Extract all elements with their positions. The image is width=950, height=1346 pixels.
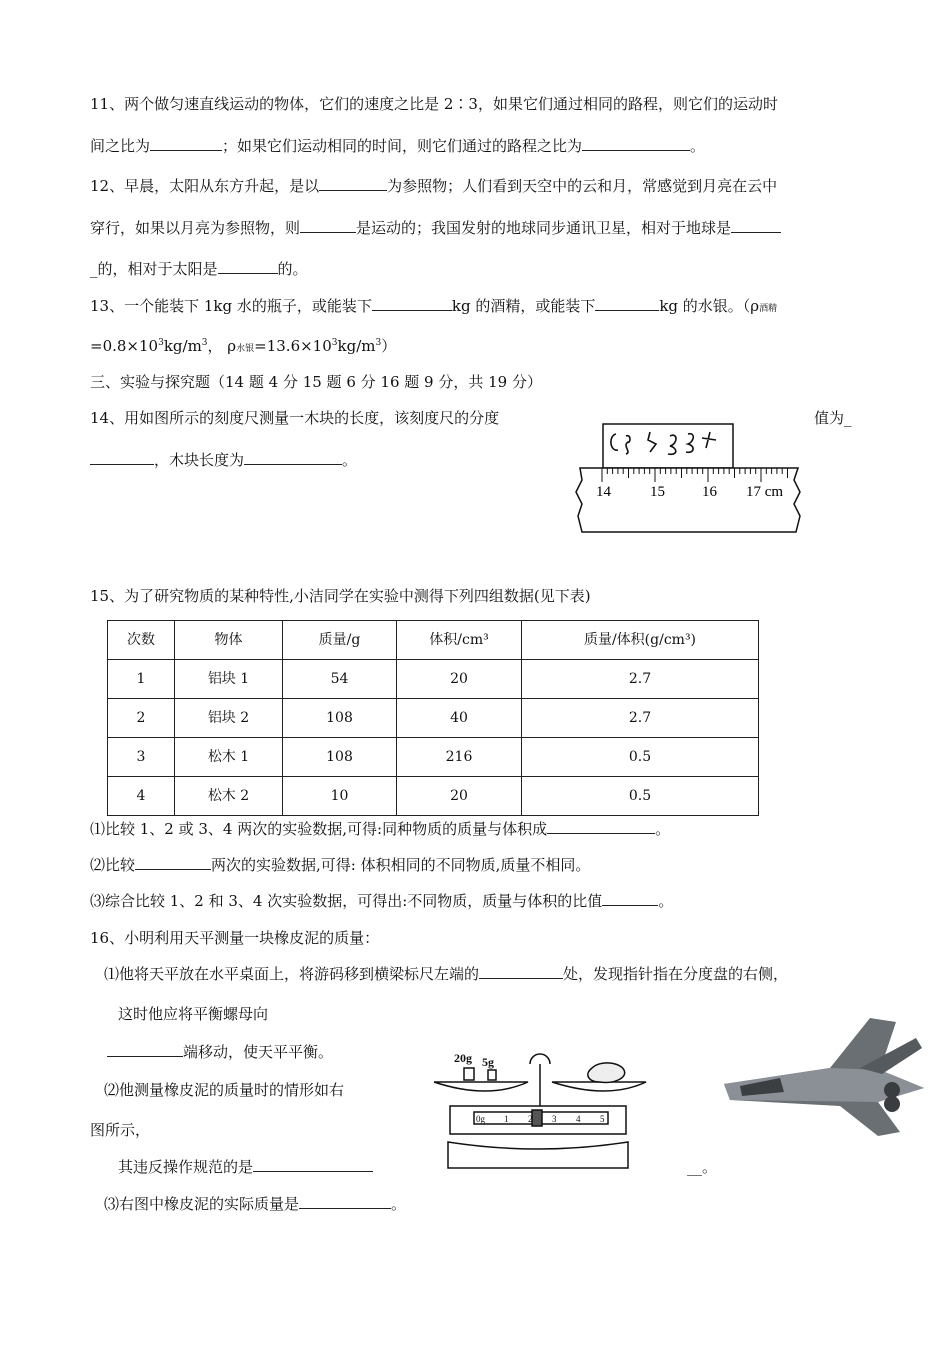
- q13-line2: [90, 336, 396, 359]
- scale-tick-0g: 0g: [476, 1114, 485, 1124]
- q12-text-a: 12、早晨，太阳从东方升起，是以: [90, 177, 320, 195]
- weight-label-20g: 20g: [454, 1051, 472, 1065]
- q15-p3-text: ⑶综合比较 1、2 和 3、4 次实验数据，可得出:不同物质，质量与体积的比值: [90, 892, 603, 910]
- q11-text-a: 间之比为: [90, 137, 151, 155]
- q12-text-d: 是运动的；我国发射的地球同步通讯卫星，相对于地球是: [356, 219, 732, 237]
- q12-line2: [90, 218, 781, 238]
- weight-5g: [488, 1070, 496, 1080]
- q16-part2-line2: 图所示，: [90, 1121, 151, 1139]
- q13-sub-mercury: 水银: [236, 344, 255, 354]
- q12-line1: [90, 176, 777, 196]
- right-pan: [552, 1082, 646, 1091]
- table-cell: 108: [283, 738, 397, 777]
- q13-text-a: 13、一个能装下 1kg 水的瓶子，或能装下: [90, 297, 372, 315]
- fighter-jet-image: [710, 1008, 932, 1142]
- q14-line1a: 14、用如图所示的刻度尺测量一木块的长度，该刻度尺的分度: [90, 409, 500, 427]
- q12-blank-moving[interactable]: [300, 218, 356, 233]
- q16-part2-line3: [118, 1157, 373, 1177]
- q16-part1-line1: [104, 964, 788, 984]
- q11-text-b: ；如果它们运动相同的时间，则它们通过的路程之比为: [222, 137, 583, 155]
- balance-figure: [428, 1044, 650, 1182]
- col-header: 次数: [108, 621, 175, 660]
- balance-stand: [448, 1142, 628, 1168]
- q16-p3-end: 。: [391, 1195, 407, 1213]
- scale-tick-5: 5: [600, 1114, 605, 1124]
- q13-text-b: kg 的酒精，或能装下: [451, 297, 596, 315]
- dial-icon: [530, 1054, 550, 1064]
- q16-p1-text-b: 处，发现指针指在分度盘的右侧，: [563, 965, 789, 983]
- q16-p3-text: ⑶右图中橡皮泥的实际质量是: [104, 1195, 300, 1213]
- q14-blank-resolution[interactable]: [90, 450, 154, 465]
- ruler-label-16: 16: [702, 484, 717, 500]
- table-cell: 铝块 1: [175, 660, 283, 699]
- ruler-label-15: 15: [650, 484, 665, 500]
- q13-blank-alcohol[interactable]: [372, 296, 452, 311]
- table-cell: 20: [397, 777, 522, 816]
- q15-p1-end: 。: [655, 820, 671, 838]
- table-cell: 54: [283, 660, 397, 699]
- table-row: [108, 660, 759, 699]
- q16-intro: 16、小明利用天平测量一块橡皮泥的质量：: [90, 929, 380, 947]
- q15-blank-ratio[interactable]: [602, 891, 658, 906]
- q16-blank-zero-mark[interactable]: [479, 964, 563, 979]
- table-cell: 3: [108, 738, 175, 777]
- q13-density-a: =0.8×10: [90, 337, 159, 355]
- q16-blank-violation[interactable]: [253, 1157, 373, 1172]
- q16-part2-line1: ⑵他测量橡皮泥的质量时的情形如右: [104, 1081, 345, 1099]
- q14-text-b: 。: [342, 451, 358, 469]
- table-cell: 108: [283, 699, 397, 738]
- scale-tick-3: 3: [552, 1114, 557, 1124]
- q13-rho: ， ρ: [207, 337, 237, 355]
- table-cell: 铝块 2: [175, 699, 283, 738]
- q12-blank-earth[interactable]: [731, 218, 781, 233]
- q13-density-b: =13.6×10: [254, 337, 332, 355]
- table-header-row: [108, 621, 759, 660]
- q12-text-b: 为参照物；人们看到天空中的云和月，常感觉到月亮在云中: [387, 177, 778, 195]
- col-header: 体积/cm³: [397, 621, 522, 660]
- table-cell: 2.7: [522, 699, 759, 738]
- col-header: 质量/体积(g/cm³): [522, 621, 759, 660]
- q14-line1b: 值为_: [814, 409, 852, 427]
- q13-text-c: kg 的水银。（ρ: [659, 297, 760, 315]
- table-cell: 2.7: [522, 660, 759, 699]
- section3-heading: 三、实验与探究题（14 题 4 分 15 题 6 分 16 题 9 分，共 19 分）: [90, 373, 542, 391]
- q14-blank-length[interactable]: [244, 450, 342, 465]
- q12-blank-sun[interactable]: [218, 259, 278, 274]
- rider-slider: [532, 1110, 542, 1126]
- scale-tick-2: 2: [528, 1114, 533, 1124]
- weight-label-5g: 5g: [482, 1055, 494, 1069]
- q13-blank-mercury[interactable]: [595, 296, 659, 311]
- ruler: [576, 468, 800, 532]
- scale-tick-4: 4: [576, 1114, 581, 1124]
- q15-p2-text-b: 两次的实验数据,可得: 体积相同的不同物质,质量不相同。: [211, 856, 591, 874]
- left-pan: [434, 1082, 528, 1091]
- table-cell: 40: [397, 699, 522, 738]
- q12-line3: [90, 259, 308, 279]
- ruler-label-17cm: 17 cm: [746, 484, 784, 500]
- q13-exp-d: 3: [375, 338, 382, 348]
- q13-close: ）: [381, 337, 397, 355]
- q13-exp-b: 3: [201, 338, 208, 348]
- q13-exp-c: 3: [331, 338, 338, 348]
- q15-part3: [90, 891, 673, 911]
- table-cell: 20: [397, 660, 522, 699]
- q11-line2: [90, 136, 705, 156]
- table-cell: 4: [108, 777, 175, 816]
- table-row: [108, 699, 759, 738]
- q15-blank-proportion[interactable]: [547, 819, 655, 834]
- q15-part2: [90, 855, 590, 875]
- q14-line2: [90, 450, 357, 470]
- q16-p1-text-c: 端移动，使天平平衡。: [183, 1043, 334, 1061]
- q13-exp-a: 3: [158, 338, 164, 348]
- table-cell: 松木 1: [175, 738, 283, 777]
- q16-part1-line3: [107, 1042, 333, 1062]
- table-row: [108, 738, 759, 777]
- q11-line1: 11、两个做匀速直线运动的物体，它们的速度之比是 2∶3，如果它们通过相同的路程，则它们的运动时: [90, 95, 778, 113]
- ruler-figure: [570, 420, 802, 542]
- q15-p2-text-a: ⑵比较: [90, 856, 136, 874]
- clay-lump: [588, 1063, 625, 1082]
- q11-text-c: 。: [690, 137, 706, 155]
- q16-part2-end: __。: [687, 1158, 718, 1176]
- q13-line1: [90, 296, 777, 319]
- q13-sub-alcohol: 酒精: [759, 304, 778, 314]
- q12-text-c: 穿行，如果以月亮为参照物，则: [90, 219, 301, 237]
- q15-intro: 15、为了研究物质的某种特性,小洁同学在实验中测得下列四组数据(见下表): [90, 587, 591, 605]
- table-cell: 1: [108, 660, 175, 699]
- col-header: 质量/g: [283, 621, 397, 660]
- table-cell: 10: [283, 777, 397, 816]
- q16-p1-text-a: ⑴他将天平放在水平桌面上，将游码移到横梁标尺左端的: [104, 965, 480, 983]
- q11-blank-time-ratio[interactable]: [150, 136, 222, 151]
- q16-part3: [104, 1194, 406, 1214]
- q15-p3-end: 。: [658, 892, 674, 910]
- q14-text-a: ，木块长度为: [154, 451, 245, 469]
- table-row: [108, 777, 759, 816]
- weight-20g: [464, 1068, 474, 1080]
- table-cell: 0.5: [522, 777, 759, 816]
- table-cell: 216: [397, 738, 522, 777]
- wood-block: [603, 424, 733, 468]
- q13-unit-b: kg/m: [337, 337, 376, 355]
- ruler-label-14: 14: [596, 484, 611, 500]
- col-header: 物体: [175, 621, 283, 660]
- q15-data-table: [107, 620, 759, 816]
- table-cell: 2: [108, 699, 175, 738]
- q15-blank-compare[interactable]: [135, 855, 211, 870]
- q12-text-e: _的，相对于太阳是: [90, 260, 218, 278]
- q11-blank-distance-ratio[interactable]: [582, 136, 690, 151]
- q16-blank-direction[interactable]: [107, 1042, 183, 1057]
- scale-tick-1: 1: [504, 1114, 509, 1124]
- q12-blank-reference[interactable]: [319, 176, 387, 191]
- q16-p2-text: 其违反操作规范的是: [118, 1158, 254, 1176]
- q13-unit-a: kg/m: [163, 337, 202, 355]
- table-cell: 0.5: [522, 738, 759, 777]
- q16-part1-line2: 这时他应将平衡螺母向: [118, 1005, 269, 1023]
- q16-blank-actual-mass[interactable]: [299, 1194, 391, 1209]
- table-cell: 松木 2: [175, 777, 283, 816]
- q15-p1-text: ⑴比较 1、2 或 3、4 两次的实验数据,可得:同种物质的质量与体积成: [90, 820, 548, 838]
- q12-text-f: 的。: [277, 260, 308, 278]
- q15-part1: [90, 819, 670, 839]
